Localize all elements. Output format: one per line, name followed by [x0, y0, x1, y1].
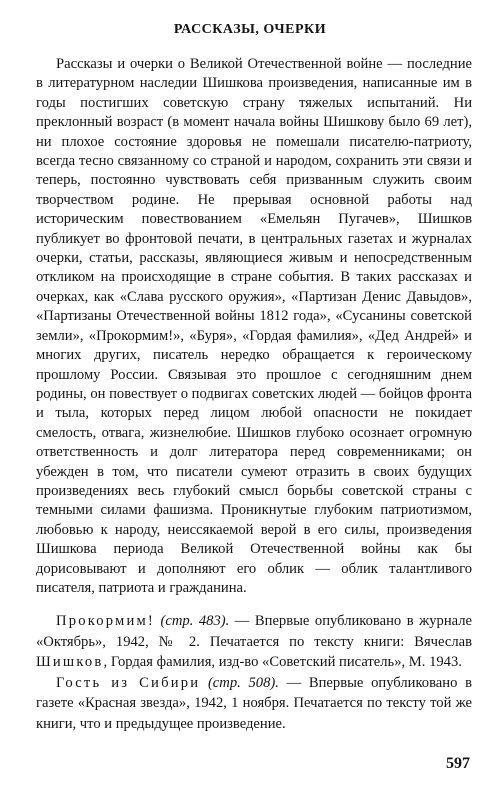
note-tail: , Гордая фамилия, изд-во «Советский писатель», М. 1943.: [103, 654, 462, 670]
note-page-ref: (стр. 483).: [160, 613, 230, 629]
note-text: — Впервые опубликовано в газете «Красная звезда», 1942, 1 ноября. Печатается по тексту той же книги, что и предыдущее произведение.: [36, 674, 472, 732]
note-title: Прокормим!: [56, 613, 155, 629]
body-paragraph: Рассказы и очерки о Великой Отечественной войне — последние в литературном наследии Шишкова произведения, написанные им в годы постигших советскую страну тяжелых испытаний. Ни преклонный возраст (в момент начала войны Шишкову было 69 лет), ни плохое состояние здоровья не помешали писателю-патриоту, всегда тесно связанному со страной и народом, сохранить эти связи и теперь, постоянно чувствовать себя призванным служить своим творчеством родине. Не прерывая основной работы над историческим повествованием «Емельян Пугачев», Шишков публикует во фронтовой печати, в центральных газетах и журналах очерки, статьи, рассказы, являющиеся живым и непосредственным откликом на происходящие в стране события. В таких рассказах и очерках, как «Слава русского оружия», «Партизан Денис Давыдов», «Партизаны Отечественной войны 1812 года», «Сусанины советской земли», «Прокормим!», «Буря», «Гордая фамилия», «Дед Андрей» и многих других, писатель нередко обращается к героическому прошлому России. Связывая это прошлое с сегодняшним днем родины, он повествует о подвигах советских людей — бойцов фронта и тыла, которых перед лицом любой опасности не покидает смелость, отвага, жизнелюбие. Шишков глубоко осознает огромную ответственность и долг литератора перед современниками; он убежден в том, что писатели сумеют отразить в своих будущих произведениях весь глубокий смысл борьбы советской страны с темными силами фашизма. Проникнутые глубоким патриотизмом, любовью к народу, неиссякаемой верой в его силы, произведения Шишкова периода Великой Отечественной войны как бы дорисовывают и дополняют его облик — облик талантливого писателя, патриота и гражданина.: [36, 56, 472, 596]
page-number: 597: [446, 755, 470, 772]
note-entry: [36, 611, 472, 673]
main-text: [36, 55, 472, 598]
running-header: РАССКАЗЫ, ОЧЕРКИ: [173, 22, 327, 37]
note-title: Гость из Сибири: [56, 674, 201, 691]
note-page-ref: (стр. 508).: [207, 674, 279, 691]
note-entry: [36, 673, 472, 735]
notes-section: [36, 611, 472, 734]
note-text: — Впервые опубликовано в журнале «Октябрь», 1942, № 2. Печатается по тексту книги: Вячеслав: [36, 613, 472, 650]
note-author: Шишков: [36, 654, 104, 670]
